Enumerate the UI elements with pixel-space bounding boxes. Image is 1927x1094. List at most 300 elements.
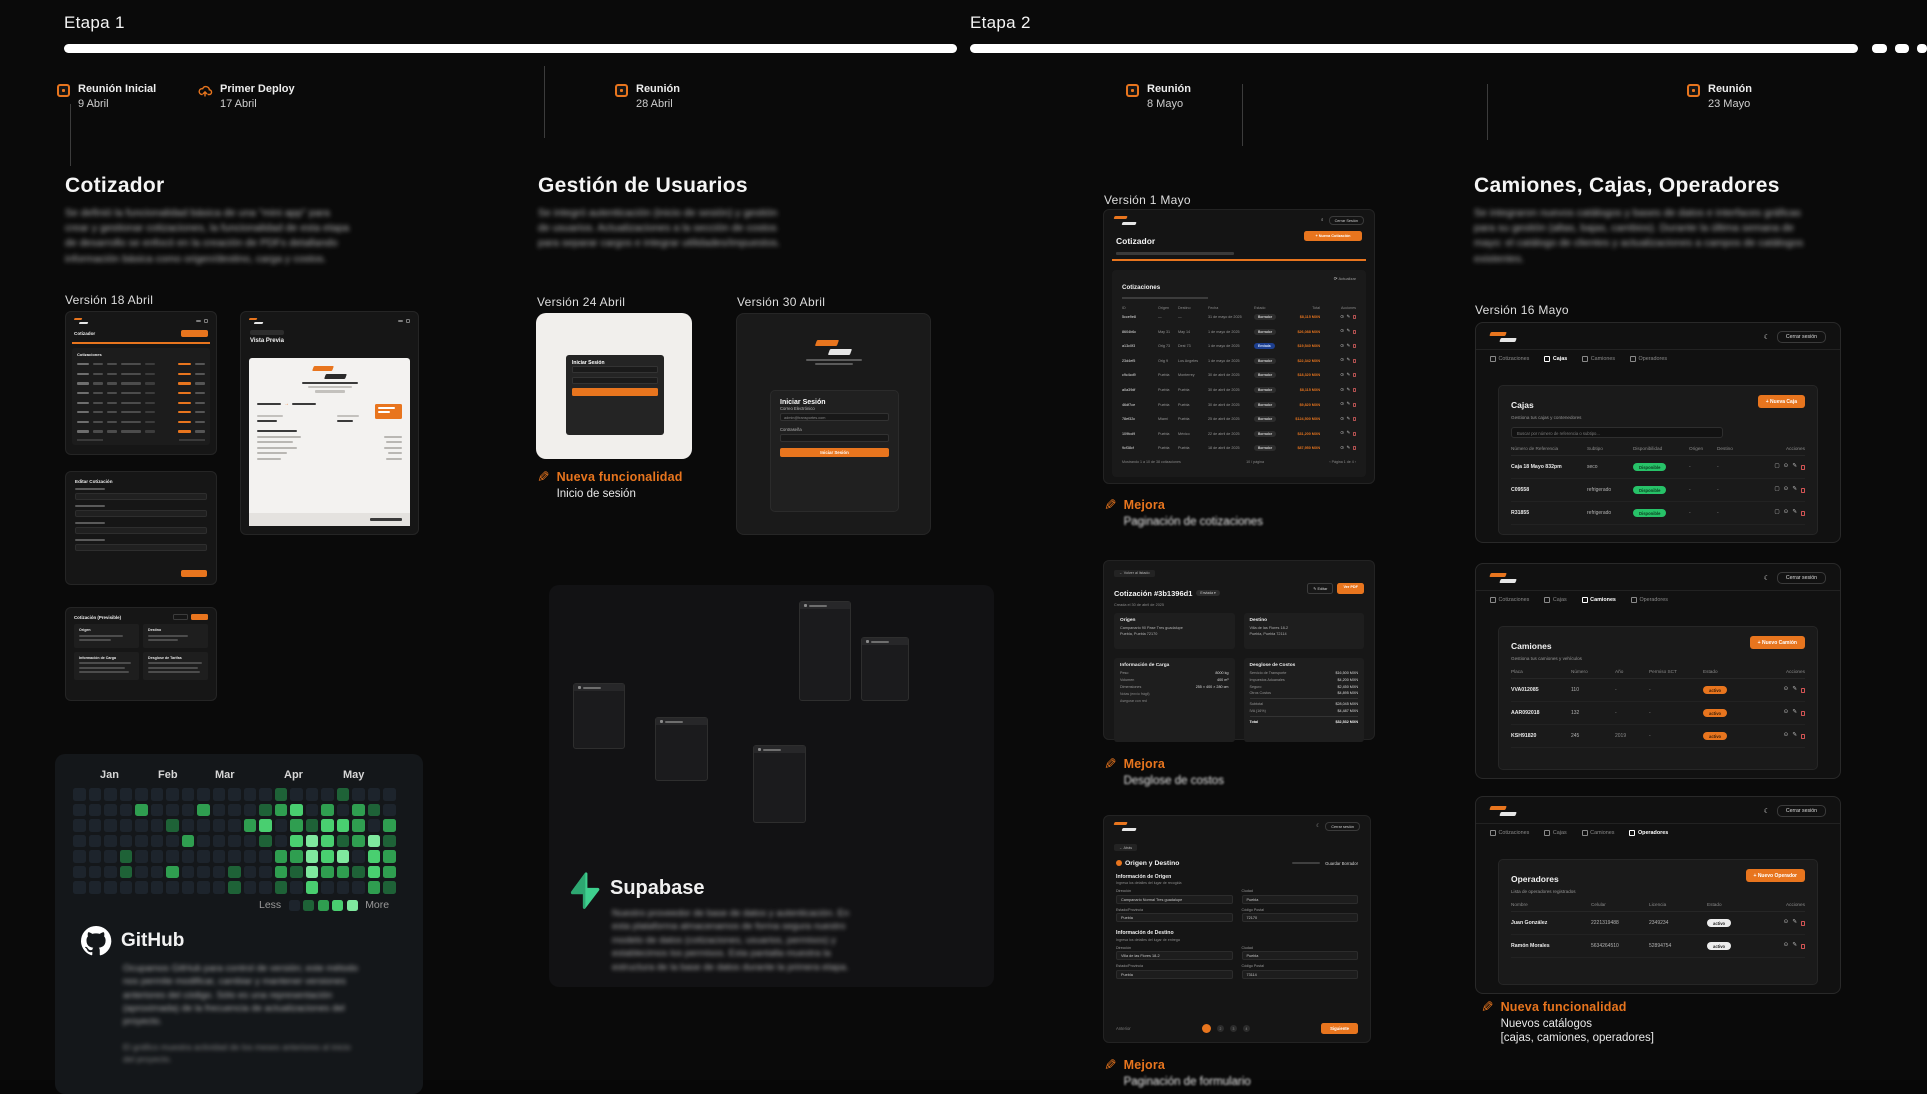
trash-icon[interactable] xyxy=(1801,944,1805,949)
section-blurb: Se definió la funcionalidad básica de una "mini app" para crear y gestionar cotizaciones, la funcionalidad de esta etapa de desarrollo se enfocó en la creación de PDFs detallando información básica como origen/destino, carga y costos. xyxy=(65,207,350,265)
table-row[interactable]: c9c4cd9 Puebla Monterrey 30 de abril de 2025 Borrador $18,320 MXN ⊙ ✎ xyxy=(1122,368,1356,383)
contribution-cell xyxy=(290,881,303,894)
search-input[interactable]: Buscar por número de referencia o subtipo... xyxy=(1511,427,1723,438)
contribution-cell xyxy=(321,835,334,848)
section-title-usuarios: Gestión de Usuarios xyxy=(538,174,748,197)
contribution-cell xyxy=(383,881,396,894)
login-form xyxy=(566,355,664,435)
contribution-cell xyxy=(213,835,226,848)
edit-icon[interactable]: ✎ xyxy=(1346,445,1351,451)
page-size-select[interactable]: 10 / página xyxy=(1246,459,1264,464)
edit-button[interactable]: ✎ Editar xyxy=(1307,583,1333,594)
contribution-cell xyxy=(151,850,164,863)
db-table-card[interactable] xyxy=(861,637,909,701)
contribution-cell xyxy=(213,819,226,832)
table-row[interactable]: 109fcd9 Puebla México 22 de abril de 2025 Borrador $31,200 MXN ⊙ ✎ xyxy=(1122,426,1356,441)
table-row[interactable]: AAR092018 132 - - activo ⊙ ✎ xyxy=(1511,702,1805,725)
contribution-cell xyxy=(73,866,86,879)
trash-icon[interactable] xyxy=(1353,373,1356,377)
pdf-button[interactable] xyxy=(191,614,208,620)
edit-icon[interactable]: ✎ xyxy=(1792,732,1797,739)
eye-icon[interactable]: ⊙ xyxy=(1340,328,1344,334)
contribution-cell xyxy=(306,788,319,801)
eye-icon[interactable]: ⊙ xyxy=(1783,463,1789,470)
eye-icon[interactable]: ⊙ xyxy=(1783,919,1789,926)
table-footer xyxy=(77,439,205,441)
nav-tab[interactable]: Camiones xyxy=(1582,830,1615,836)
contribution-cell xyxy=(306,819,319,832)
db-table-card[interactable] xyxy=(573,683,625,749)
stage1-label: Etapa 1 xyxy=(64,13,125,32)
refresh-link[interactable]: ⟳ Actualizar xyxy=(1333,276,1356,281)
trash-icon[interactable] xyxy=(1353,446,1356,450)
moon-icon[interactable]: ☾ xyxy=(1763,334,1770,341)
table-row xyxy=(77,369,205,379)
annotation-mejora-desglose xyxy=(1104,757,1224,787)
camiones-panel xyxy=(1498,626,1818,770)
screenshot-camiones[interactable] xyxy=(1475,563,1841,779)
contribution-cell xyxy=(352,804,365,817)
timeline-dash xyxy=(1895,44,1909,53)
screenshot-vista-previa[interactable] xyxy=(240,311,419,535)
cajas-rows xyxy=(1511,456,1805,525)
stage2-label: Etapa 2 xyxy=(970,13,1031,32)
contribution-cell xyxy=(259,819,272,832)
logout-button[interactable]: Cerrar sesión xyxy=(1777,572,1826,584)
nav-tab[interactable]: Cotizaciones xyxy=(1490,356,1529,362)
chevron-left-icon[interactable]: ‹ xyxy=(1329,459,1331,464)
eye-icon[interactable]: ⊙ xyxy=(1783,709,1789,716)
tp-logo xyxy=(1114,216,1136,225)
eye-icon[interactable]: ⊙ xyxy=(1783,732,1789,739)
email-field[interactable]: admin@transportes.com xyxy=(780,413,889,421)
eye-icon[interactable]: ⊙ xyxy=(1340,372,1344,378)
table-row[interactable]: 23d4ef5 Orig 9 Los Angeles 1 de mayo de 2025 Borrador $22,342 MXN ⊙ ✎ xyxy=(1122,353,1356,368)
email-field[interactable] xyxy=(572,366,658,373)
milestone-title: Reunión xyxy=(636,83,680,95)
contribution-cell xyxy=(290,866,303,879)
eye-icon[interactable]: ⊙ xyxy=(1783,509,1789,516)
contribution-cell xyxy=(368,850,381,863)
new-operador-button[interactable]: + Nuevo Operador xyxy=(1746,869,1805,882)
contribution-cell xyxy=(182,819,195,832)
pencil-icon: ✎ xyxy=(1104,1057,1117,1074)
contribution-cell xyxy=(290,835,303,848)
timeline-dash xyxy=(1917,44,1927,53)
edit-icon[interactable]: ✎ xyxy=(1792,942,1797,949)
stage2-progress-bar[interactable] xyxy=(970,44,1858,53)
nav-tabs[interactable] xyxy=(1476,591,1840,609)
contribution-cell xyxy=(135,788,148,801)
previous-button[interactable]: Anterior xyxy=(1116,1026,1131,1031)
nav-tab[interactable]: Camiones xyxy=(1582,597,1616,603)
new-quote-button[interactable]: + Nueva Cotización xyxy=(1304,231,1362,241)
contribution-cell xyxy=(120,819,133,832)
contribution-cell xyxy=(182,835,195,848)
next-button[interactable]: Siguiente xyxy=(1321,1023,1358,1034)
new-caja-button[interactable]: + Nueva Caja xyxy=(1758,395,1805,408)
edit-icon[interactable]: ✎ xyxy=(1792,686,1797,693)
annotation-tag: Mejora xyxy=(1123,498,1166,512)
table-row[interactable]: 5cce9e8 — — 31 de mayo de 2025 Borrador $8,115 MXN ⊙ ✎ xyxy=(1122,310,1356,325)
contribution-cell xyxy=(306,804,319,817)
contribution-cell xyxy=(135,819,148,832)
edit-icon[interactable]: ✎ xyxy=(1792,463,1797,470)
contribution-cell xyxy=(244,835,257,848)
tp-logo xyxy=(1490,806,1516,817)
status-badge: Borrador xyxy=(1254,445,1276,451)
trash-icon[interactable] xyxy=(1801,511,1805,516)
version-label: Versión 16 Mayo xyxy=(1475,303,1569,317)
contribution-cell xyxy=(135,835,148,848)
form-field[interactable]: Dirección Campanario Normal Tres guadalupe xyxy=(1116,889,1233,904)
panel-title: Cajas xyxy=(1511,400,1534,410)
status-badge: Borrador xyxy=(1254,372,1276,378)
logout-button[interactable]: Cerrar sesión xyxy=(1325,822,1360,831)
form-field[interactable]: Estado/Provincia Puebla xyxy=(1116,908,1233,923)
new-quote-button[interactable] xyxy=(181,330,208,337)
nav-tab[interactable]: Camiones xyxy=(1582,356,1615,362)
panel-title: Camiones xyxy=(1511,641,1552,651)
annotation-detail: Desglose de costos xyxy=(1123,775,1224,787)
contribution-cell xyxy=(383,850,396,863)
nav-tab[interactable]: Operadores xyxy=(1631,597,1668,603)
eye-icon[interactable]: ⊙ xyxy=(1340,342,1344,348)
page-indicator: Página 1 de 4 xyxy=(1331,459,1354,464)
password-field[interactable] xyxy=(572,377,658,384)
contribution-cell xyxy=(228,850,241,863)
edit-icon[interactable]: ✎ xyxy=(1346,342,1351,348)
contribution-cell xyxy=(104,819,117,832)
view-pdf-button[interactable]: Ver PDF xyxy=(1337,583,1364,594)
table-row xyxy=(77,360,205,370)
origen-panel: Origen Campanario 90 Pase Tres guadalupe Puebla, Puebla 72170 xyxy=(1114,613,1235,649)
edit-icon[interactable]: ✎ xyxy=(1346,313,1351,319)
contribution-cell xyxy=(197,819,210,832)
box-icon[interactable]: ▢ xyxy=(1774,509,1780,516)
edit-icon[interactable]: ✎ xyxy=(1346,415,1351,421)
table-row[interactable]: 9cf38cf Puebla Puebla 18 de abril de 2025 Borrador $87,950 MXN ⊙ ✎ xyxy=(1122,441,1356,456)
trash-icon[interactable] xyxy=(1353,432,1356,436)
screenshot-cotizacion-3b1396d1[interactable] xyxy=(1103,560,1375,740)
table-row[interactable]: a0a39df Puebla Puebla 30 de abril de 2025 Borrador $8,115 MXN ⊙ ✎ xyxy=(1122,383,1356,398)
contribution-cell xyxy=(352,819,365,832)
form-field[interactable]: Estado/Provincia Puebla xyxy=(1116,964,1233,979)
table-row[interactable]: VVA012085 110 - - activo ⊙ ✎ xyxy=(1511,679,1805,702)
pencil-icon: ✎ xyxy=(1104,756,1117,773)
trash-icon[interactable] xyxy=(1801,921,1805,926)
table-row[interactable]: 46df7ce Puebla Puebla 30 de abril de 2025 Borrador $9,820 MXN ⊙ ✎ xyxy=(1122,397,1356,412)
contribution-cell xyxy=(135,881,148,894)
db-table-card[interactable] xyxy=(753,745,806,823)
contribution-cell xyxy=(182,850,195,863)
trash-icon[interactable] xyxy=(1353,403,1356,407)
contribution-grid xyxy=(73,788,396,894)
contribution-cell xyxy=(337,788,350,801)
logout-button[interactable]: Cerrar sesión xyxy=(1777,805,1826,817)
pencil-icon: ✎ xyxy=(1481,999,1494,1016)
table-header: Placa Número Año Permiso SCT Estado Acciones xyxy=(1511,669,1805,679)
trash-icon[interactable] xyxy=(1353,344,1356,348)
contribution-cell xyxy=(120,850,133,863)
login-button[interactable] xyxy=(572,388,658,396)
contribution-cell xyxy=(120,881,133,894)
screenshot-login-v24[interactable] xyxy=(536,313,692,459)
edit-icon[interactable]: ✎ xyxy=(1346,372,1351,378)
panel-title: Cotizaciones xyxy=(77,351,102,357)
version-label: Versión 18 Abril xyxy=(65,293,154,307)
box-icon[interactable]: ▢ xyxy=(1774,463,1780,470)
form-field[interactable] xyxy=(75,522,207,534)
eye-icon[interactable]: ⊙ xyxy=(1783,486,1789,493)
table-row[interactable]: KSH91820 245 2019 - activo ⊙ ✎ xyxy=(1511,725,1805,748)
trash-icon[interactable] xyxy=(1353,315,1356,319)
trash-icon[interactable] xyxy=(1353,359,1356,363)
status-badge: Disponible xyxy=(1633,463,1666,471)
login-button[interactable]: Iniciar Sesión xyxy=(780,448,889,457)
moon-icon[interactable]: ☾ xyxy=(1316,823,1321,829)
trash-icon[interactable] xyxy=(1801,688,1805,693)
chevron-right-icon[interactable]: › xyxy=(1354,459,1356,464)
screenshot-editar-cotizacion[interactable] xyxy=(65,471,217,585)
stage1-progress-bar[interactable] xyxy=(64,44,957,53)
milestone-title: Reunión xyxy=(1708,83,1752,95)
nav-tabs[interactable] xyxy=(1476,350,1840,368)
calendar-icon xyxy=(1687,84,1700,97)
new-camion-button[interactable]: + Nuevo Camión xyxy=(1750,636,1805,649)
moon-icon[interactable]: ☾ xyxy=(1763,575,1770,582)
annotation-detail: Nuevos catálogos xyxy=(1500,1018,1592,1030)
contribution-cell xyxy=(259,835,272,848)
form-field[interactable]: Dirección Villa de las Flores 18-2 xyxy=(1116,946,1233,961)
edit-button[interactable] xyxy=(173,614,188,620)
trash-icon[interactable] xyxy=(1801,465,1805,470)
trash-icon[interactable] xyxy=(1801,734,1805,739)
quote-title: Cotización #3b1396d1 xyxy=(1114,589,1193,598)
screenshot-login-v30[interactable] xyxy=(736,313,931,535)
milestone-date: 28 Abril xyxy=(636,97,673,110)
retencion-box xyxy=(375,404,402,419)
login-heading: Iniciar Sesión xyxy=(572,360,605,366)
eye-icon[interactable]: ⊙ xyxy=(1783,942,1789,949)
table-row[interactable]: Ramón Morales 5634264510 52894754 activo ⊙ ✎ xyxy=(1511,935,1805,958)
screenshot-origen-destino-form[interactable] xyxy=(1103,815,1371,1043)
table-row[interactable]: R31855 refrigerado Disponible - - ▢ ⊙ ✎ xyxy=(1511,502,1805,525)
edit-icon[interactable]: ✎ xyxy=(1346,328,1351,334)
screenshot-cotizador-list[interactable] xyxy=(65,311,217,455)
trash-icon[interactable] xyxy=(1801,711,1805,716)
screenshot-operadores[interactable] xyxy=(1475,796,1841,994)
contribution-cell xyxy=(213,788,226,801)
contribution-cell xyxy=(182,804,195,817)
eye-icon[interactable]: ⊙ xyxy=(1783,686,1789,693)
mini-app-title: Cotización (Previsible) xyxy=(74,614,122,620)
contribution-cell xyxy=(368,866,381,879)
pencil-icon: ✎ xyxy=(1104,497,1117,514)
form-field[interactable]: Ciudad Puebla xyxy=(1242,946,1359,961)
edit-icon[interactable]: ✎ xyxy=(1792,486,1797,493)
edit-icon[interactable]: ✎ xyxy=(1346,386,1351,392)
contribution-cell xyxy=(166,804,179,817)
costos-panel: Desglose de Costos Servicio de Transporte $16,500 MXN Impuestos Aduanales $4,200 MXN Seguro $2,450 MXN Otros Costos $4,895 MXN Subtotal $28,045 MXN IVA (16%) $4,487 MXN Total $32,532 MXN xyxy=(1244,658,1365,742)
trash-icon[interactable] xyxy=(1353,388,1356,392)
form-field[interactable]: Código Postal 73114 xyxy=(1242,964,1359,979)
annotation-nuevos-catalogos xyxy=(1481,1000,1654,1044)
db-table-card[interactable] xyxy=(799,601,851,701)
nav-tab[interactable]: Cotizaciones xyxy=(1490,597,1529,603)
table-header: ID Origen Destino Fecha Estado Total Acciones xyxy=(1122,305,1356,310)
screenshot-cotizacion-detalle[interactable] xyxy=(65,607,217,701)
github-panel xyxy=(55,754,423,1094)
trash-icon[interactable] xyxy=(1353,417,1356,421)
table-row xyxy=(77,379,205,389)
table-row xyxy=(77,408,205,418)
contribution-cell xyxy=(182,881,195,894)
contribution-cell xyxy=(275,866,288,879)
table-row[interactable]: 8604b6c May 31 May 14 1 de mayo de 2025 Borrador $26,088 MXN ⊙ ✎ xyxy=(1122,324,1356,339)
contribution-cell xyxy=(368,788,381,801)
contribution-cell xyxy=(228,819,241,832)
month-label: Apr xyxy=(284,769,303,781)
contribution-cell xyxy=(73,819,86,832)
nav-tab[interactable]: Operadores xyxy=(1629,830,1668,836)
contribution-cell xyxy=(104,788,117,801)
status-badge: Enviada xyxy=(1254,343,1275,349)
calendar-icon xyxy=(1126,84,1139,97)
table-row[interactable]: a13c0f3 Orig 73 Dest 73 1 de mayo de 2025 Enviada $19,540 MXN ⊙ ✎ xyxy=(1122,339,1356,354)
db-table-card[interactable] xyxy=(655,717,708,781)
nav-tab[interactable]: Cajas xyxy=(1544,830,1566,836)
table-row[interactable]: Caja 18 Mayo 832pm seco Disponible - - ▢ ⊙ ✎ xyxy=(1511,456,1805,479)
nav-tabs[interactable] xyxy=(1476,824,1840,842)
contribution-cell xyxy=(368,835,381,848)
preview-title: Vista Previa xyxy=(250,337,284,344)
cloud-upload-icon xyxy=(198,84,212,98)
pencil-icon: ✎ xyxy=(537,469,550,486)
eye-icon[interactable]: ⊙ xyxy=(1340,401,1344,407)
password-field[interactable] xyxy=(780,434,889,442)
panel-title: Cotizaciones xyxy=(1122,284,1161,291)
destino-panel: Destino xyxy=(143,624,208,648)
table-pagination[interactable] xyxy=(1122,460,1356,464)
contribution-cell xyxy=(166,866,179,879)
edit-icon[interactable]: ✎ xyxy=(1346,430,1351,436)
form-field[interactable]: Código Postal 72170 xyxy=(1242,908,1359,923)
milestone-title: Primer Deploy xyxy=(220,83,295,95)
tp-logo xyxy=(74,318,88,324)
contribution-cell xyxy=(73,788,86,801)
nav-tab[interactable]: Operadores xyxy=(1630,356,1667,362)
contribution-cell xyxy=(182,788,195,801)
version-label: Versión 30 Abril xyxy=(737,295,826,309)
edit-icon[interactable]: ✎ xyxy=(1792,709,1797,716)
quotes-table xyxy=(72,348,210,446)
eye-icon[interactable]: ⊙ xyxy=(1340,430,1344,436)
back-button[interactable]: ← Atrás xyxy=(1114,844,1137,851)
eye-icon[interactable]: ⊙ xyxy=(1340,313,1344,319)
status-badge: activo xyxy=(1703,732,1727,740)
status-badge[interactable]: Enviada ▾ xyxy=(1196,590,1219,596)
eye-icon[interactable]: ⊙ xyxy=(1340,386,1344,392)
contribution-cell xyxy=(213,804,226,817)
contribution-cell xyxy=(275,835,288,848)
contribution-cell xyxy=(151,788,164,801)
eye-icon[interactable]: ⊙ xyxy=(1340,445,1344,451)
edit-icon[interactable]: ✎ xyxy=(1792,509,1797,516)
tp-logo xyxy=(249,318,263,324)
annotation-tag: Nueva funcionalidad xyxy=(1500,1000,1627,1014)
carga-panel: Información de Carga xyxy=(74,652,139,680)
screenshot-cajas[interactable] xyxy=(1475,322,1841,543)
save-draft-button[interactable]: Guardar Borrador xyxy=(1325,860,1358,866)
logout-button[interactable]: Cerrar Sesión xyxy=(1329,216,1364,225)
quotes-rows xyxy=(1122,310,1356,456)
save-button[interactable] xyxy=(181,570,207,577)
contribution-cell xyxy=(73,850,86,863)
contribution-cell xyxy=(73,835,86,848)
form-field[interactable] xyxy=(75,488,207,500)
status-badge: Borrador xyxy=(1254,329,1276,335)
nav-tab[interactable]: Cotizaciones xyxy=(1490,830,1529,836)
annotation-tag: Mejora xyxy=(1123,1058,1166,1072)
status-badge: Borrador xyxy=(1254,314,1276,320)
edit-icon[interactable]: ✎ xyxy=(1346,401,1351,407)
search-icon[interactable]: ⌕ xyxy=(1320,217,1324,223)
form-field[interactable] xyxy=(75,505,207,517)
contribution-cell xyxy=(244,850,257,863)
back-link[interactable]: ← Volver al listado xyxy=(1114,570,1155,577)
annotation-nueva-funcionalidad xyxy=(537,470,683,500)
calendar-icon xyxy=(615,84,628,97)
contribution-cell xyxy=(275,850,288,863)
nav-tab[interactable]: Cajas xyxy=(1544,356,1567,362)
app-title: Cotizador xyxy=(1116,236,1156,246)
form-field[interactable]: Ciudad Puebla xyxy=(1242,889,1359,904)
trash-icon[interactable] xyxy=(1353,330,1356,334)
contribution-cell xyxy=(259,881,272,894)
contribution-cell xyxy=(135,804,148,817)
form-title: Origen y Destino xyxy=(1125,859,1180,867)
table-row[interactable]: Juan González 2221319488 2349234 activo ⊙ ✎ xyxy=(1511,912,1805,935)
contribution-cell xyxy=(244,866,257,879)
contribution-cell xyxy=(197,788,210,801)
edit-icon[interactable]: ✎ xyxy=(1346,357,1351,363)
camiones-rows xyxy=(1511,679,1805,748)
invoice-breakdown xyxy=(257,430,402,460)
logout-button[interactable]: Cerrar sesión xyxy=(1777,331,1826,343)
trash-icon[interactable] xyxy=(1801,488,1805,493)
annotation-tag: Mejora xyxy=(1123,757,1166,771)
eye-icon[interactable]: ⊙ xyxy=(1340,357,1344,363)
contribution-cell xyxy=(337,804,350,817)
box-icon[interactable]: ▢ xyxy=(1774,486,1780,493)
edit-icon[interactable]: ✎ xyxy=(1792,919,1797,926)
contribution-cell xyxy=(306,866,319,879)
eye-icon[interactable]: ⊙ xyxy=(1340,415,1344,421)
table-row xyxy=(77,398,205,408)
status-badge: activo xyxy=(1703,686,1727,694)
contribution-cell xyxy=(321,866,334,879)
table-row[interactable]: C09558 refrigerado Disponible - - ▢ ⊙ ✎ xyxy=(1511,479,1805,502)
form-field[interactable] xyxy=(75,539,207,551)
table-row[interactable]: 78ef32c Miami Puebla 25 de abril de 2025 Borrador $124,500 MXN ⊙ ✎ xyxy=(1122,412,1356,427)
moon-icon[interactable]: ☾ xyxy=(1763,808,1770,815)
panel-subtitle: Lista de operadores registrados xyxy=(1511,889,1576,894)
legend-less-label: Less xyxy=(259,899,282,911)
screenshot-cotizador-v1mayo[interactable] xyxy=(1103,209,1375,484)
nav-tab[interactable]: Cajas xyxy=(1544,597,1566,603)
window-buttons xyxy=(398,319,410,323)
